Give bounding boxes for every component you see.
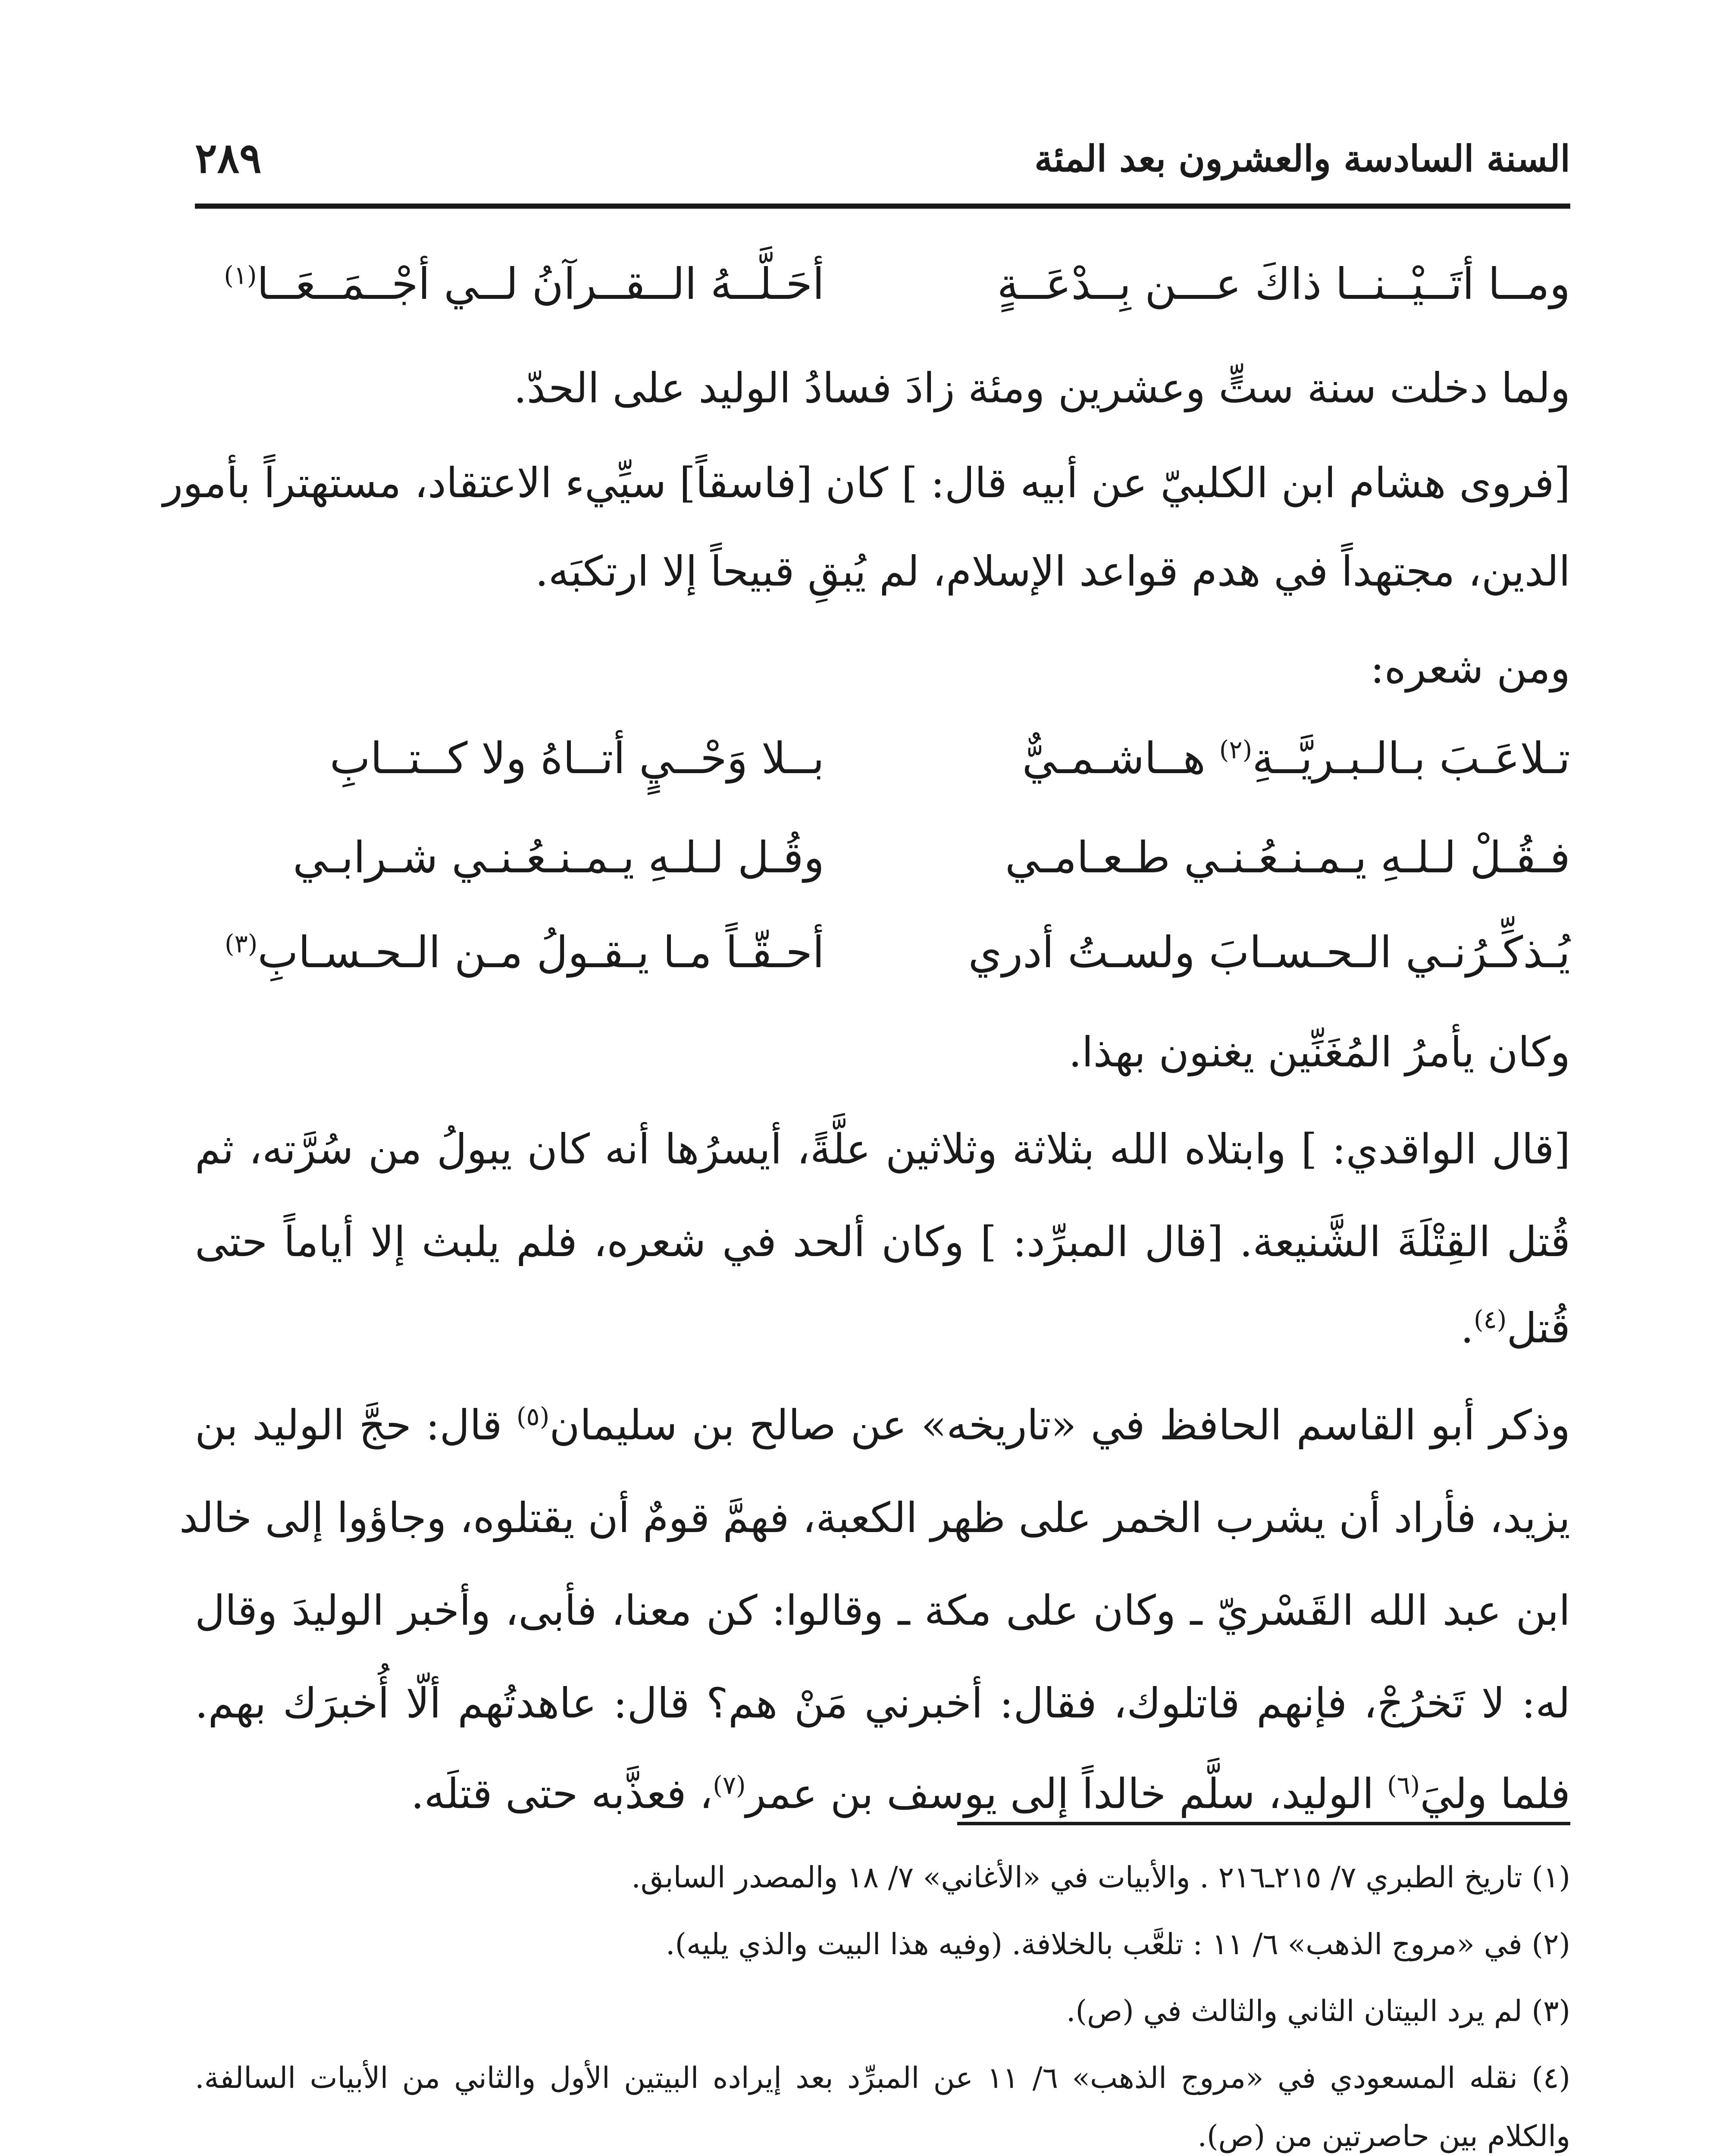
footnote: (٢) في «مروج الذهب» ٦/ ١١ : تلعَّب بالخلافة. (وفيه هذا البيت والذي يليه). [665,1927,1570,1962]
paragraph-line: ابن عبد الله القَسْريّ ـ وكان على مكة ـ وقالوا: كن معنا، فأبى، وأخبر الوليدَ وقال [195,1586,1570,1635]
footnote-ref: (٥) [516,1402,550,1431]
footnote-ref: (١) [224,260,257,290]
paragraph-line: وذكر أبو القاسم الحافظ في «تاريخه» عن صالح بن سليمان$^{(٥)}$ قال: حجَّ الوليد بن [195,1401,1570,1449]
page-number: ٢٨٩ [195,134,262,182]
verse-hemistich-second: بــلا وَحْــيٍ أتــاهُ ولا كــتــابِ [329,733,824,783]
footnote: (٤) نقله المسعودي في «مروج الذهب» ٦/ ١١ عن المبرِّد بعد إيراده البيتين الأول والثاني من الأبيات السالفة. [195,2061,1570,2095]
page-header [195,129,1570,194]
poem-intro: ومن شعره: [1370,644,1570,693]
verse-hemistich-first: تـلاعَـبَ بـالـبـريَّــةِ$^{(٢)}$ هــاشـمـيٌّ [1022,733,1570,783]
poem-verse [195,832,1570,897]
footnote-ref: (٦) [1387,1771,1420,1800]
paragraph-line: ولما دخلت سنة ستٍّ وعشرين ومئة زادَ فسادُ الوليد على الحدّ. [514,364,1570,412]
paragraph-line: يزيد، فأراد أن يشرب الخمر على ظهر الكعبة، فهمَّ قومٌ أن يقتلوه، وجاؤوا إلى خالد [179,1494,1570,1542]
verse-hemistich-second: أحـقّـاً مـا يـقـولُ مـن الـحـسـابِ$^{(٣)}$ [225,927,824,978]
paragraph-line: [فروى هشام ابن الكلبيّ عن أبيه قال: ] كان [فاسقاً] سيِّيء الاعتقاد، مستهتراً بأمور [163,459,1570,507]
footnote: (١) تاريخ الطبري ٧/ ٢١٥ـ٢١٦ . والأبيات في «الأغاني» ٧/ ١٨ والمصدر السابق. [631,1861,1570,1895]
footnote-ref: (٤) [1474,1305,1507,1334]
footnote-rule [957,1822,1570,1825]
footnote-continuation: والكلام بين حاصرتين من (ص). [1197,2119,1570,2153]
verse-hemistich-first: فـقُـلْ لـلـهِ يـمـنـعُـنـي طـعـامـي [1005,832,1570,883]
paragraph-line: وكان يأمرُ المُغَنِّين يغنون بهذا. [1068,1028,1570,1076]
verse-line [195,259,1570,323]
paragraph-line: [قال الواقدي: ] وابتلاه الله بثلاثة وثلاثين علَّةً، أيسرُها أنه كان يبولُ من سُرَّته، ثم [195,1125,1570,1173]
running-title: السنة السادسة والعشرون بعد المئة [1034,137,1570,180]
header-rule [195,204,1570,209]
poem-verse [195,927,1570,992]
footnote: (٣) لم يرد البيتان الثاني والثالث في (ص). [1066,1994,1570,2028]
poem-verse [195,733,1570,798]
paragraph-line: فلما وليَ$^{(٦)}$ الوليد، سلَّم خالداً إلى يوسف بن عمر$^{(٧)}$، فعذَّبه حتى قتلَه. [410,1770,1570,1818]
paragraph-line: الدين، مجتهداً في هدم قواعد الإسلام، لم يُبقِ قبيحاً إلا ارتكبَه. [535,547,1570,595]
verse-hemistich-first: ومــا أتَــيْــنــا ذاكَ عـــن بِــدْعَــةٍ [997,259,1570,309]
paragraph-line: قُتل القِتْلَةَ الشَّنيعة. [قال المبرِّد: ] وكان ألحد في شعره، فلم يلبث إلا أياماً حتى [195,1218,1571,1266]
footnote-ref: (٢) [1219,735,1253,765]
footnote-ref: (٧) [713,1771,746,1800]
verse-hemistich-first: يُـذكِّـرُنـي الـحـسـابَ ولسـتُ أدري [968,927,1570,978]
paragraph-line: له: لا تَخرُجْ، فإنهم قاتلوك، فقال: أخبرني مَنْ هم؟ قال: عاهدتُهم ألّا أُخبرَك بهم. [195,1679,1570,1727]
verse-hemistich-second: أحَـلَّــهُ الــقــرآنُ لــي أجْــمَــعَــا$^{(١)}$ [224,259,824,309]
footnote-ref: (٣) [225,929,258,959]
paragraph-line: قُتل$^{(٤)}$. [1460,1304,1570,1352]
verse-hemistich-second: وقُـل لـلـهِ يـمـنـعُـنـي شـرابـي [293,832,824,883]
